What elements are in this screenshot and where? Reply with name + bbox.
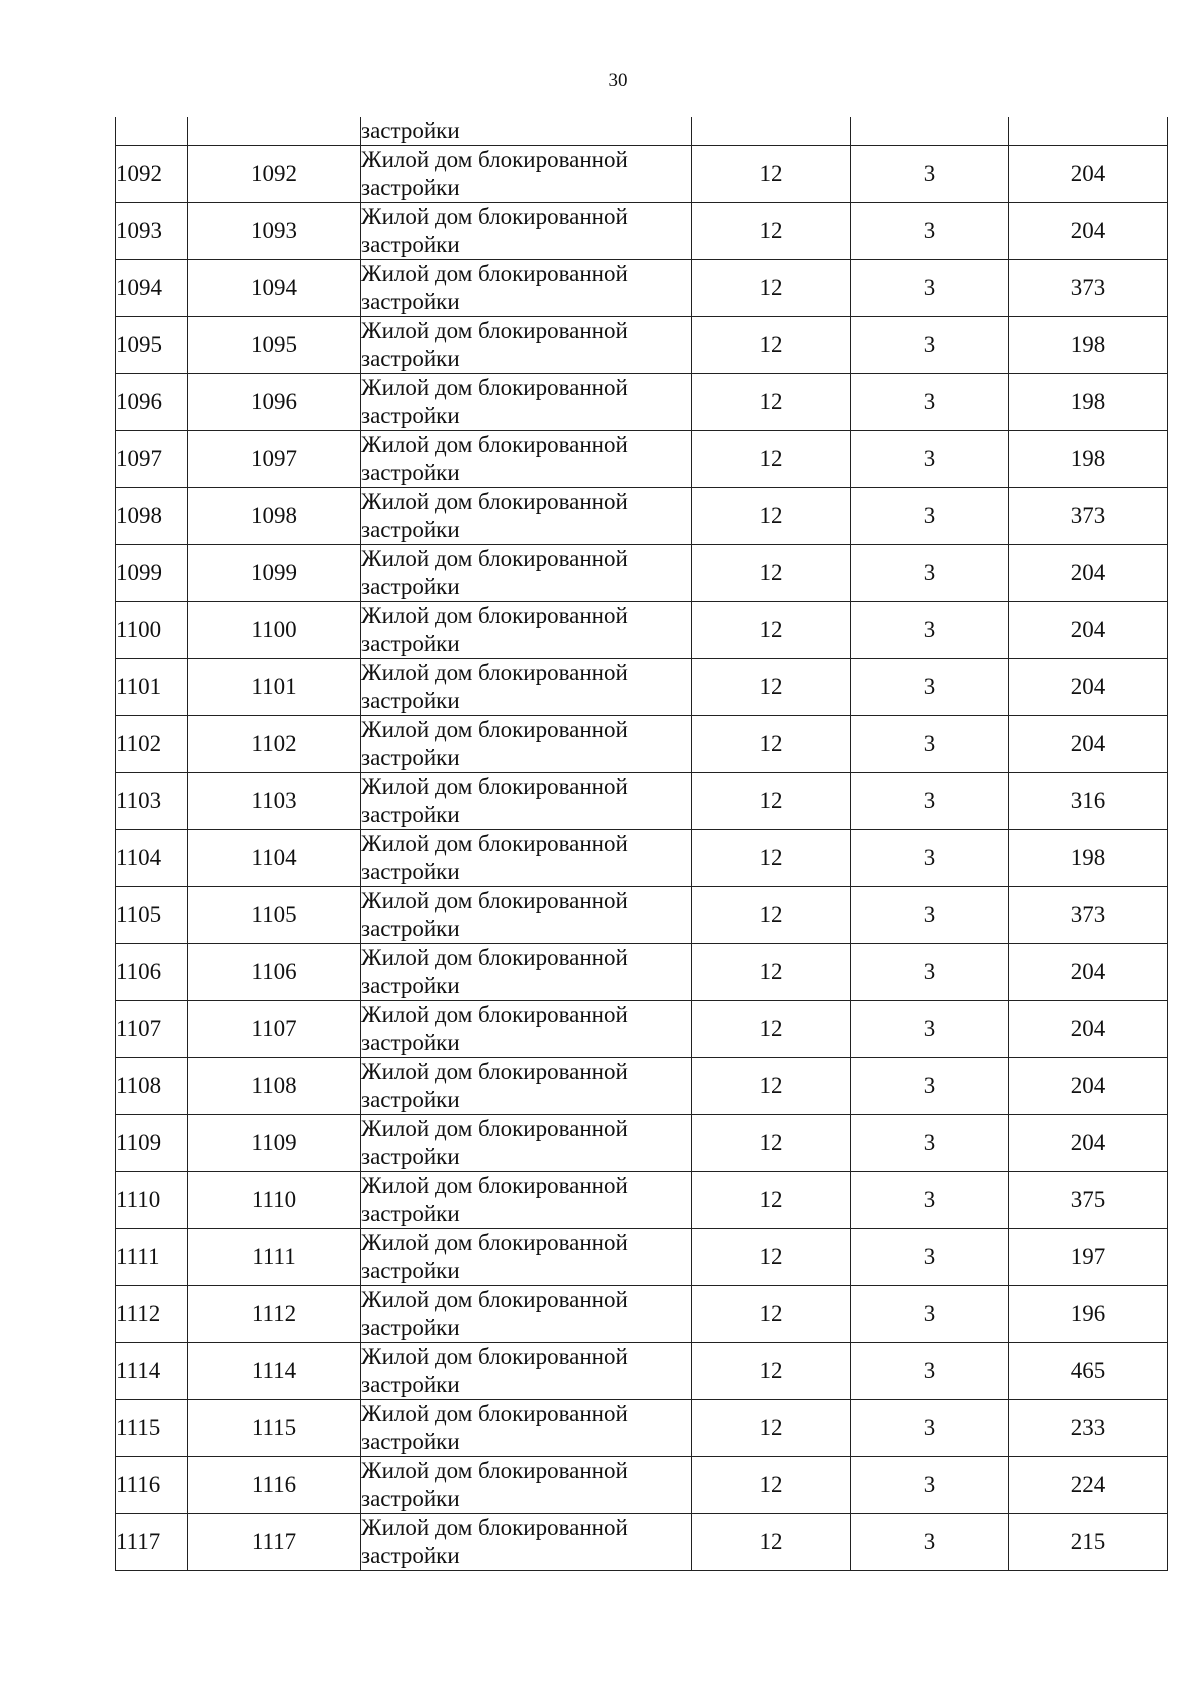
cell-value-2: 3 xyxy=(851,1058,1009,1115)
cell-number: 1096 xyxy=(116,374,188,431)
cell-number: 1101 xyxy=(116,659,188,716)
cell-value-3: 198 xyxy=(1009,374,1168,431)
cell-value-2: 3 xyxy=(851,659,1009,716)
cell-object-name: Жилой дом блокированной застройки xyxy=(361,602,692,659)
cell-object-name: Жилой дом блокированной застройки xyxy=(361,1001,692,1058)
cell-cadastral-number: 1096 xyxy=(188,374,361,431)
cell-number: 1103 xyxy=(116,773,188,830)
cell-value-1: 12 xyxy=(692,1343,851,1400)
table-row xyxy=(116,1514,1168,1571)
cell-value-2: 3 xyxy=(851,203,1009,260)
cell-value-1: 12 xyxy=(692,1058,851,1115)
cell-value-1: 12 xyxy=(692,887,851,944)
cell-object-name: Жилой дом блокированной застройки xyxy=(361,1514,692,1571)
cell-cadastral-number: 1095 xyxy=(188,317,361,374)
cell-object-name: Жилой дом блокированной застройки xyxy=(361,545,692,602)
cell-value-2: 3 xyxy=(851,488,1009,545)
cell-value-2: 3 xyxy=(851,1286,1009,1343)
cell-cadastral-number: 1102 xyxy=(188,716,361,773)
cell-object-name: Жилой дом блокированной застройки xyxy=(361,716,692,773)
cell-object-name: Жилой дом блокированной застройки xyxy=(361,1115,692,1172)
cell-value-3: 373 xyxy=(1009,887,1168,944)
cell-value-1: 12 xyxy=(692,1115,851,1172)
cell-number: 1095 xyxy=(116,317,188,374)
cell-value-3: 204 xyxy=(1009,1001,1168,1058)
cell-cadastral-number: 1117 xyxy=(188,1514,361,1571)
cell-number: 1111 xyxy=(116,1229,188,1286)
table-row xyxy=(116,887,1168,944)
cell-cadastral-number: 1109 xyxy=(188,1115,361,1172)
cell-value-2: 3 xyxy=(851,1514,1009,1571)
cell-value-1: 12 xyxy=(692,146,851,203)
cell-cadastral-number: 1103 xyxy=(188,773,361,830)
cell-value-1: 12 xyxy=(692,830,851,887)
cell-object-name: Жилой дом блокированной застройки xyxy=(361,1343,692,1400)
continued-cell-v1 xyxy=(692,117,851,146)
cell-value-2: 3 xyxy=(851,374,1009,431)
cell-cadastral-number: 1101 xyxy=(188,659,361,716)
cell-object-name: Жилой дом блокированной застройки xyxy=(361,203,692,260)
continued-cell-v2 xyxy=(851,117,1009,146)
cell-value-3: 204 xyxy=(1009,203,1168,260)
cell-value-3: 215 xyxy=(1009,1514,1168,1571)
cell-value-1: 12 xyxy=(692,944,851,1001)
cell-value-2: 3 xyxy=(851,1001,1009,1058)
continued-cell-num1 xyxy=(116,117,188,146)
cell-value-1: 12 xyxy=(692,431,851,488)
cell-cadastral-number: 1100 xyxy=(188,602,361,659)
table-row xyxy=(116,1343,1168,1400)
cell-value-2: 3 xyxy=(851,716,1009,773)
cell-object-name: Жилой дом блокированной застройки xyxy=(361,1457,692,1514)
cell-object-name: Жилой дом блокированной застройки xyxy=(361,1172,692,1229)
cell-value-3: 375 xyxy=(1009,1172,1168,1229)
cell-value-3: 198 xyxy=(1009,317,1168,374)
cell-value-2: 3 xyxy=(851,146,1009,203)
table-row xyxy=(116,545,1168,602)
cell-object-name: Жилой дом блокированной застройки xyxy=(361,146,692,203)
cell-cadastral-number: 1106 xyxy=(188,944,361,1001)
cell-value-2: 3 xyxy=(851,773,1009,830)
continued-row xyxy=(116,117,1168,146)
table-row xyxy=(116,1058,1168,1115)
cell-cadastral-number: 1116 xyxy=(188,1457,361,1514)
cell-number: 1105 xyxy=(116,887,188,944)
cell-value-2: 3 xyxy=(851,431,1009,488)
cell-cadastral-number: 1112 xyxy=(188,1286,361,1343)
cell-value-3: 204 xyxy=(1009,1058,1168,1115)
cell-number: 1094 xyxy=(116,260,188,317)
cell-value-2: 3 xyxy=(851,1172,1009,1229)
cell-value-1: 12 xyxy=(692,659,851,716)
cell-cadastral-number: 1115 xyxy=(188,1400,361,1457)
table-row xyxy=(116,1457,1168,1514)
table-row xyxy=(116,317,1168,374)
cell-cadastral-number: 1098 xyxy=(188,488,361,545)
continued-cell-name: застройки xyxy=(361,117,692,146)
cell-number: 1107 xyxy=(116,1001,188,1058)
building-register-table xyxy=(115,117,1168,1571)
continued-cell-num2 xyxy=(188,117,361,146)
cell-value-3: 224 xyxy=(1009,1457,1168,1514)
cell-value-1: 12 xyxy=(692,602,851,659)
cell-value-2: 3 xyxy=(851,1400,1009,1457)
table-row xyxy=(116,431,1168,488)
cell-value-3: 196 xyxy=(1009,1286,1168,1343)
cell-value-2: 3 xyxy=(851,260,1009,317)
table-row xyxy=(116,944,1168,1001)
cell-number: 1093 xyxy=(116,203,188,260)
cell-cadastral-number: 1097 xyxy=(188,431,361,488)
cell-value-3: 204 xyxy=(1009,944,1168,1001)
cell-number: 1110 xyxy=(116,1172,188,1229)
cell-number: 1117 xyxy=(116,1514,188,1571)
cell-number: 1099 xyxy=(116,545,188,602)
cell-value-3: 316 xyxy=(1009,773,1168,830)
cell-value-3: 204 xyxy=(1009,716,1168,773)
cell-value-1: 12 xyxy=(692,260,851,317)
cell-value-1: 12 xyxy=(692,773,851,830)
cell-object-name: Жилой дом блокированной застройки xyxy=(361,1286,692,1343)
cell-cadastral-number: 1099 xyxy=(188,545,361,602)
table-row xyxy=(116,203,1168,260)
table-row xyxy=(116,1400,1168,1457)
table-row xyxy=(116,1286,1168,1343)
cell-value-2: 3 xyxy=(851,830,1009,887)
table-row xyxy=(116,1229,1168,1286)
cell-value-1: 12 xyxy=(692,1514,851,1571)
table-row xyxy=(116,659,1168,716)
cell-cadastral-number: 1110 xyxy=(188,1172,361,1229)
cell-object-name: Жилой дом блокированной застройки xyxy=(361,659,692,716)
cell-value-3: 204 xyxy=(1009,659,1168,716)
cell-number: 1092 xyxy=(116,146,188,203)
cell-cadastral-number: 1093 xyxy=(188,203,361,260)
table-row xyxy=(116,374,1168,431)
cell-cadastral-number: 1094 xyxy=(188,260,361,317)
cell-object-name: Жилой дом блокированной застройки xyxy=(361,431,692,488)
cell-value-2: 3 xyxy=(851,1115,1009,1172)
cell-number: 1114 xyxy=(116,1343,188,1400)
cell-value-3: 465 xyxy=(1009,1343,1168,1400)
cell-value-1: 12 xyxy=(692,1172,851,1229)
cell-number: 1104 xyxy=(116,830,188,887)
cell-value-3: 204 xyxy=(1009,146,1168,203)
cell-value-3: 197 xyxy=(1009,1229,1168,1286)
cell-object-name: Жилой дом блокированной застройки xyxy=(361,944,692,1001)
table-row xyxy=(116,146,1168,203)
cell-value-1: 12 xyxy=(692,1400,851,1457)
cell-cadastral-number: 1111 xyxy=(188,1229,361,1286)
cell-value-1: 12 xyxy=(692,1286,851,1343)
cell-object-name: Жилой дом блокированной застройки xyxy=(361,1229,692,1286)
table-row xyxy=(116,602,1168,659)
cell-cadastral-number: 1107 xyxy=(188,1001,361,1058)
cell-value-3: 204 xyxy=(1009,1115,1168,1172)
cell-value-1: 12 xyxy=(692,317,851,374)
cell-cadastral-number: 1105 xyxy=(188,887,361,944)
cell-number: 1109 xyxy=(116,1115,188,1172)
cell-value-1: 12 xyxy=(692,488,851,545)
cell-value-3: 198 xyxy=(1009,431,1168,488)
cell-object-name: Жилой дом блокированной застройки xyxy=(361,887,692,944)
cell-value-3: 373 xyxy=(1009,488,1168,545)
cell-value-3: 204 xyxy=(1009,545,1168,602)
table-row xyxy=(116,773,1168,830)
table-row xyxy=(116,1001,1168,1058)
cell-number: 1097 xyxy=(116,431,188,488)
cell-object-name: Жилой дом блокированной застройки xyxy=(361,1400,692,1457)
cell-number: 1106 xyxy=(116,944,188,1001)
page-number: 30 xyxy=(608,70,628,91)
cell-value-1: 12 xyxy=(692,1457,851,1514)
cell-value-1: 12 xyxy=(692,716,851,773)
table-row xyxy=(116,1115,1168,1172)
cell-object-name: Жилой дом блокированной застройки xyxy=(361,488,692,545)
cell-number: 1115 xyxy=(116,1400,188,1457)
cell-value-1: 12 xyxy=(692,374,851,431)
table-row xyxy=(116,716,1168,773)
cell-cadastral-number: 1114 xyxy=(188,1343,361,1400)
continued-cell-v3 xyxy=(1009,117,1168,146)
cell-number: 1102 xyxy=(116,716,188,773)
table-row xyxy=(116,1172,1168,1229)
cell-value-1: 12 xyxy=(692,1229,851,1286)
cell-value-2: 3 xyxy=(851,1343,1009,1400)
table-body xyxy=(116,117,1168,1571)
cell-number: 1100 xyxy=(116,602,188,659)
cell-cadastral-number: 1108 xyxy=(188,1058,361,1115)
cell-object-name: Жилой дом блокированной застройки xyxy=(361,317,692,374)
table-row xyxy=(116,260,1168,317)
cell-value-2: 3 xyxy=(851,1229,1009,1286)
cell-object-name: Жилой дом блокированной застройки xyxy=(361,830,692,887)
cell-object-name: Жилой дом блокированной застройки xyxy=(361,773,692,830)
cell-value-1: 12 xyxy=(692,1001,851,1058)
cell-value-3: 373 xyxy=(1009,260,1168,317)
cell-value-3: 198 xyxy=(1009,830,1168,887)
cell-cadastral-number: 1092 xyxy=(188,146,361,203)
cell-value-2: 3 xyxy=(851,545,1009,602)
cell-cadastral-number: 1104 xyxy=(188,830,361,887)
cell-number: 1098 xyxy=(116,488,188,545)
cell-object-name: Жилой дом блокированной застройки xyxy=(361,260,692,317)
cell-value-2: 3 xyxy=(851,944,1009,1001)
cell-object-name: Жилой дом блокированной застройки xyxy=(361,374,692,431)
cell-value-2: 3 xyxy=(851,602,1009,659)
cell-number: 1112 xyxy=(116,1286,188,1343)
cell-value-3: 233 xyxy=(1009,1400,1168,1457)
cell-value-3: 204 xyxy=(1009,602,1168,659)
cell-object-name: Жилой дом блокированной застройки xyxy=(361,1058,692,1115)
cell-value-2: 3 xyxy=(851,887,1009,944)
cell-value-1: 12 xyxy=(692,203,851,260)
cell-value-1: 12 xyxy=(692,545,851,602)
table-row xyxy=(116,830,1168,887)
cell-value-2: 3 xyxy=(851,317,1009,374)
cell-number: 1108 xyxy=(116,1058,188,1115)
cell-number: 1116 xyxy=(116,1457,188,1514)
cell-value-2: 3 xyxy=(851,1457,1009,1514)
table-row xyxy=(116,488,1168,545)
